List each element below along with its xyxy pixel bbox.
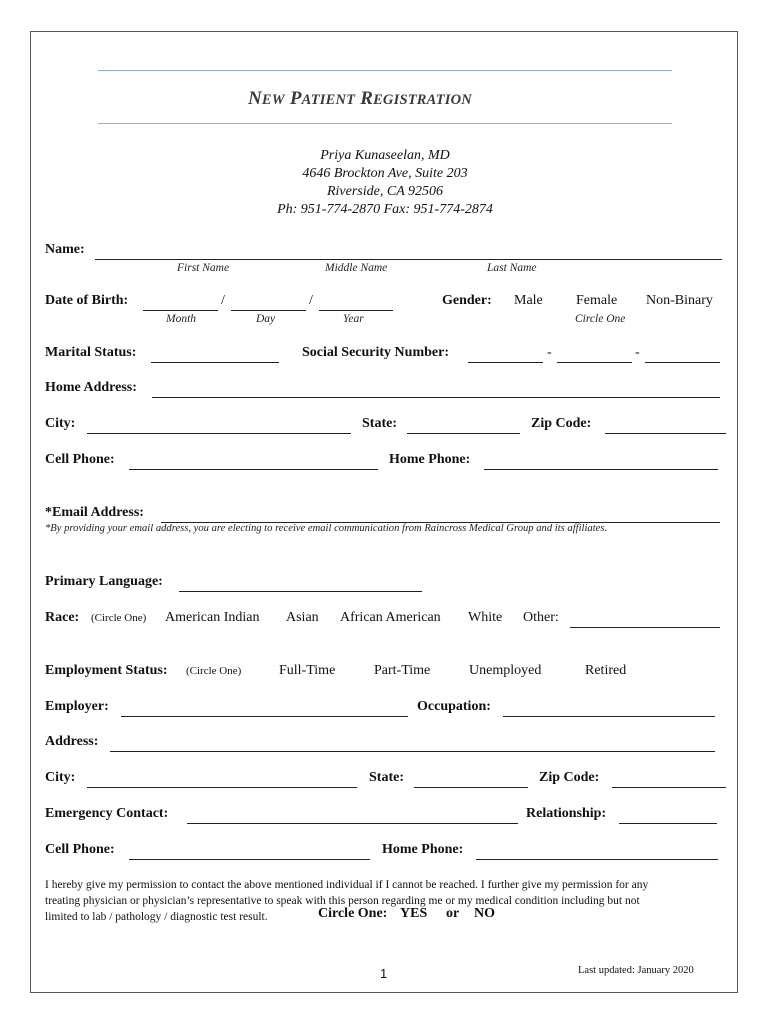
race-other-field[interactable] (570, 627, 720, 628)
ssn-part1-field[interactable] (468, 362, 543, 363)
employer-address-label: Address: (45, 734, 99, 749)
marital-status-label: Marital Status: (45, 345, 137, 360)
ssn-dash: - (635, 345, 640, 360)
occupation-label: Occupation: (417, 699, 491, 714)
email-label: *Email Address: (45, 505, 144, 520)
zip-code-label: Zip Code: (531, 416, 592, 431)
gender-hint: Circle One (575, 313, 626, 325)
gender-option-non-binary[interactable]: Non-Binary (646, 293, 713, 308)
dob-month-field[interactable] (143, 310, 218, 311)
middle-name-hint: Middle Name (325, 262, 388, 274)
employer-state-label: State: (369, 770, 404, 785)
city-label: City: (45, 416, 76, 431)
home-address-label: Home Address: (45, 380, 137, 395)
consent-no-option[interactable]: NO (474, 906, 495, 921)
emergency-cell-phone-field[interactable] (129, 859, 370, 860)
dob-month-hint: Month (166, 313, 197, 325)
home-phone-label: Home Phone: (389, 452, 471, 467)
zip-code-field[interactable] (605, 433, 726, 434)
primary-language-field[interactable] (179, 591, 422, 592)
employer-state-field[interactable] (414, 787, 528, 788)
last-name-hint: Last Name (487, 262, 537, 274)
last-updated: Last updated: January 2020 (578, 965, 694, 976)
form-page (30, 31, 738, 993)
consent-yes-option[interactable]: YES (400, 906, 428, 921)
state-field[interactable] (407, 433, 520, 434)
employer-zip-code-label: Zip Code: (539, 770, 600, 785)
employment-option-full-time[interactable]: Full-Time (279, 663, 336, 678)
form-title: NEW PATIENT REGISTRATION (248, 88, 472, 109)
employer-zip-code-field[interactable] (612, 787, 726, 788)
employment-option-retired[interactable]: Retired (585, 663, 627, 678)
consent-line-3: limited to lab / pathology / diagnostic test result. (45, 911, 268, 923)
cell-phone-field[interactable] (129, 469, 378, 470)
ssn-part3-field[interactable] (645, 362, 720, 363)
emergency-cell-phone-label: Cell Phone: (45, 842, 115, 857)
dob-year-field[interactable] (319, 310, 393, 311)
gender-option-male[interactable]: Male (514, 293, 543, 308)
emergency-home-phone-field[interactable] (476, 859, 718, 860)
title-top-rule (98, 70, 672, 71)
ssn-dash: - (547, 345, 552, 360)
title-bottom-rule (98, 123, 672, 124)
employer-label: Employer: (45, 699, 109, 714)
race-option-other[interactable]: Other: (523, 610, 559, 625)
race-label: Race: (45, 610, 80, 625)
home-address-field[interactable] (152, 397, 720, 398)
employer-city-label: City: (45, 770, 76, 785)
emergency-contact-field[interactable] (187, 823, 518, 824)
employment-status-label: Employment Status: (45, 663, 168, 678)
provider-address-line1: 4646 Brockton Ave, Suite 203 (302, 166, 468, 181)
first-name-hint: First Name (177, 262, 230, 274)
employment-hint: (Circle One) (186, 665, 242, 677)
race-option-white[interactable]: White (468, 610, 503, 625)
consent-circle-one: Circle One: (318, 906, 388, 921)
provider-phone-fax: Ph: 951-774-2870 Fax: 951-774-2874 (277, 202, 493, 217)
relationship-field[interactable] (619, 823, 717, 824)
dob-separator: / (221, 293, 225, 308)
emergency-contact-label: Emergency Contact: (45, 806, 169, 821)
provider-address-line2: Riverside, CA 92506 (326, 184, 443, 199)
page-number: 1 (380, 966, 388, 981)
email-disclaimer: *By providing your email address, you are electing to receive email communication from Raincross Medical Group and its affiliates. (45, 523, 608, 534)
employer-city-field[interactable] (87, 787, 357, 788)
primary-language-label: Primary Language: (45, 574, 163, 589)
name-field[interactable] (95, 259, 722, 260)
ssn-label: Social Security Number: (302, 345, 449, 360)
gender-option-female[interactable]: Female (576, 293, 618, 308)
dob-separator: / (309, 293, 313, 308)
occupation-field[interactable] (503, 716, 715, 717)
relationship-label: Relationship: (526, 806, 607, 821)
ssn-part2-field[interactable] (557, 362, 632, 363)
gender-label: Gender: (442, 293, 492, 308)
cell-phone-label: Cell Phone: (45, 452, 115, 467)
emergency-home-phone-label: Home Phone: (382, 842, 464, 857)
provider-name: Priya Kunaseelan, MD (320, 148, 450, 163)
employment-option-unemployed[interactable]: Unemployed (469, 663, 542, 678)
dob-year-hint: Year (343, 313, 364, 325)
consent-line-1: I hereby give my permission to contact the above mentioned individual if I cannot be reached. I further give my permission for any (45, 879, 649, 891)
marital-status-field[interactable] (151, 362, 279, 363)
race-option-asian[interactable]: Asian (286, 610, 319, 625)
state-label: State: (362, 416, 397, 431)
consent-line-2: treating physician or physician’s representative to speak with this person regarding me or my medical condition including but not (45, 895, 640, 907)
employer-address-field[interactable] (110, 751, 715, 752)
race-option-american-indian[interactable]: American Indian (165, 610, 260, 625)
city-field[interactable] (87, 433, 351, 434)
race-option-african-american[interactable]: African American (340, 610, 441, 625)
home-phone-field[interactable] (484, 469, 718, 470)
consent-or: or (446, 906, 460, 921)
dob-day-hint: Day (256, 313, 276, 325)
dob-day-field[interactable] (231, 310, 306, 311)
dob-label: Date of Birth: (45, 293, 129, 308)
race-hint: (Circle One) (91, 612, 147, 624)
employer-field[interactable] (121, 716, 408, 717)
employment-option-part-time[interactable]: Part-Time (374, 663, 431, 678)
name-label: Name: (45, 242, 85, 257)
